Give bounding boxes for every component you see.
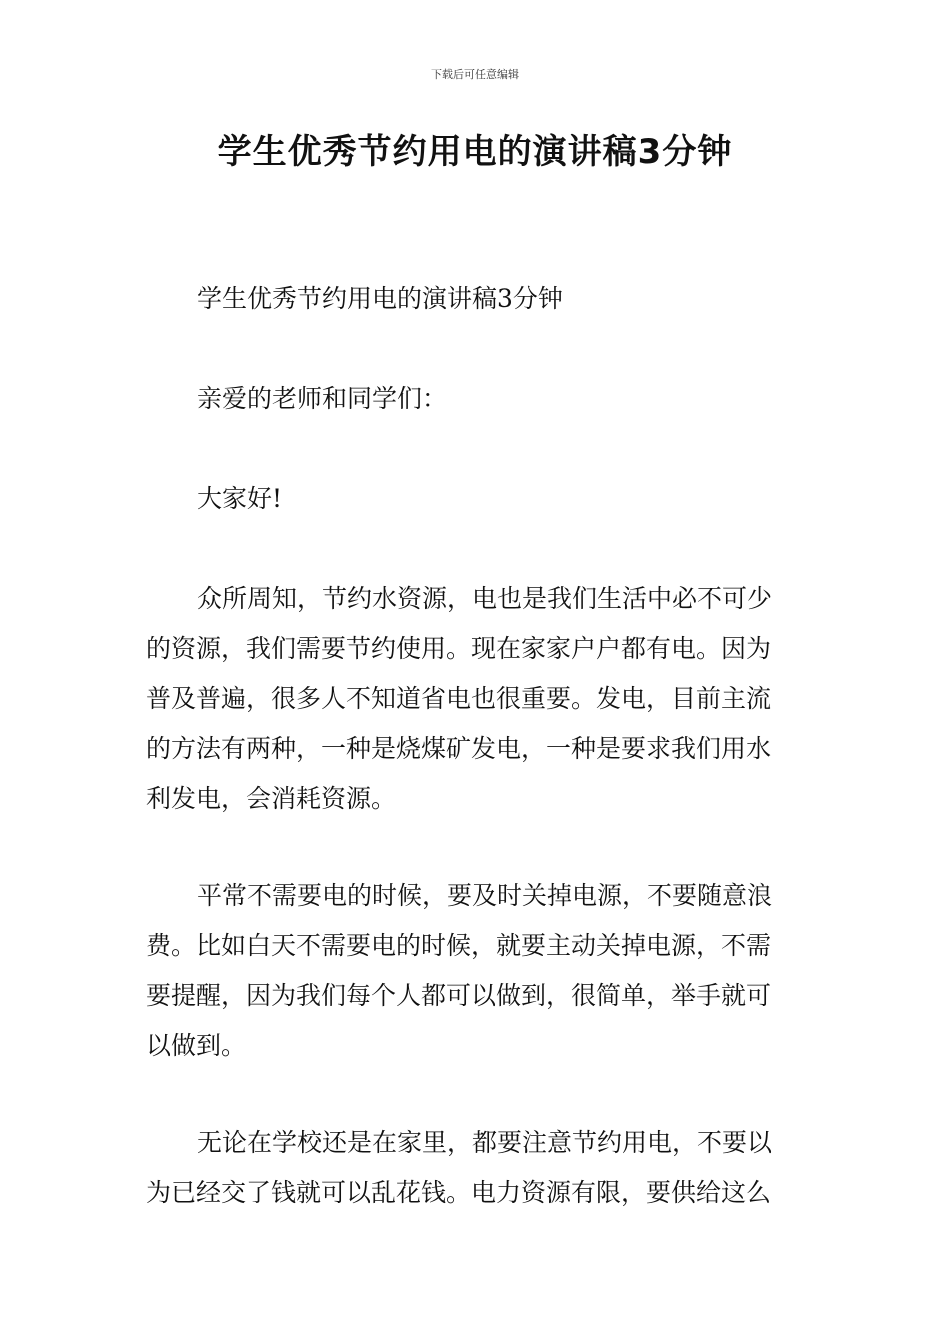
- paragraph-line: 利发电，会消耗资源。: [146, 784, 397, 813]
- paragraph-line: 众所周知，节约水资源，电也是我们生活中必不可少: [197, 584, 773, 613]
- subtitle-line: [146, 274, 808, 324]
- paragraph-line: 的方法有两种，一种是烧煤矿发电，一种是要求我们用水: [146, 734, 772, 763]
- salutation: [146, 374, 808, 424]
- paragraph-line: 要提醒，因为我们每个人都可以做到，很简单，举手就可: [146, 981, 772, 1010]
- subtitle-text: 学生优秀节约用电的演讲稿3分钟: [197, 284, 563, 313]
- paragraph-line: 平常不需要电的时候，要及时关掉电源，不要随意浪: [197, 881, 773, 910]
- greeting: [146, 474, 808, 524]
- paragraph-line: 普及普遍，很多人不知道省电也很重要。发电，目前主流: [146, 684, 772, 713]
- paragraph-line: 无论在学校还是在家里，都要注意节约用电，不要以: [197, 1128, 773, 1157]
- paragraph-line: 的资源，我们需要节约使用。现在家家户户都有电。因为: [146, 634, 772, 663]
- paragraph-3: [146, 1118, 808, 1218]
- paragraph-line: 为已经交了钱就可以乱花钱。电力资源有限，要供给这么: [146, 1178, 772, 1207]
- paragraph-line: 以做到。: [146, 1031, 247, 1060]
- salutation-text: 亲爱的老师和同学们：: [197, 384, 448, 413]
- paragraph-2: [146, 871, 808, 1071]
- header-note: 下载后可任意编辑: [431, 68, 519, 81]
- greeting-text: 大家好!: [197, 484, 283, 513]
- document-title: 学生优秀节约用电的演讲稿3分钟: [217, 132, 733, 172]
- paragraph-1: [146, 574, 808, 824]
- paragraph-line: 费。比如白天不需要电的时候，就要主动关掉电源，不需: [146, 931, 772, 960]
